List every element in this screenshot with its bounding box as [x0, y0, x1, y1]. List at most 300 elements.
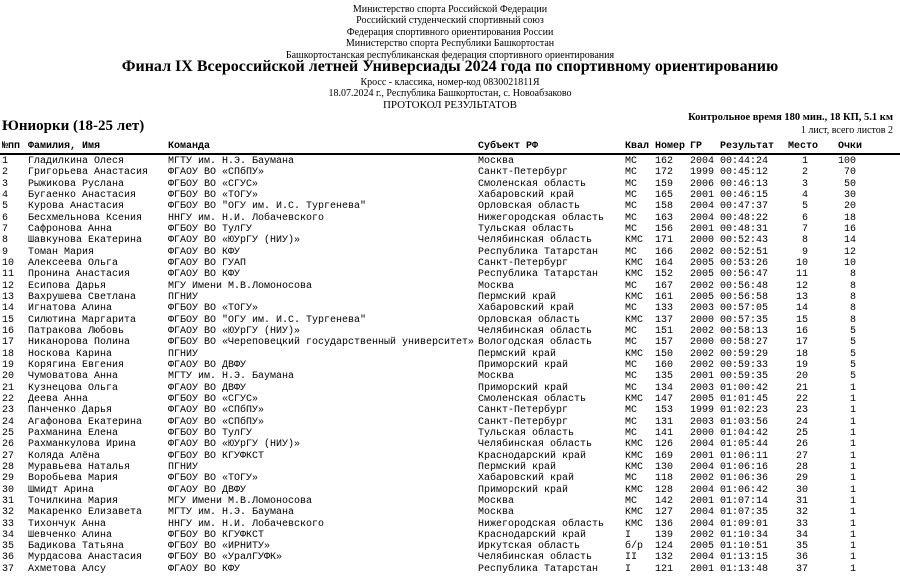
- team-name: ФГАОУ ВО КФУ: [168, 246, 241, 258]
- result-time: 00:57:35: [720, 314, 769, 326]
- table-row: [0, 235, 900, 246]
- birth-year: 2005: [690, 541, 715, 553]
- table-row: [0, 541, 900, 552]
- region-name: Орловская область: [478, 201, 581, 213]
- bib-number: 137: [655, 314, 674, 326]
- table-row: [0, 552, 900, 563]
- org-line: Министерство спорта Республики Башкортостан: [345, 38, 555, 50]
- birth-year: 2002: [690, 473, 715, 485]
- row-number: 9: [2, 246, 9, 258]
- athlete-name: Сафронова Анна: [28, 223, 113, 235]
- qualification: КМС: [625, 269, 644, 281]
- result-time: 00:59:29: [720, 348, 769, 360]
- place: 13: [795, 291, 808, 303]
- event-title: Финал IX Всероссийской летней Универсиады 2024 года по спортивному ориентированию: [121, 58, 779, 75]
- result-time: 01:01:45: [720, 393, 769, 405]
- bib-number: 130: [655, 461, 674, 473]
- qualification: МС: [625, 371, 638, 383]
- qualification: МС: [625, 223, 638, 235]
- team-name: ПГНИУ: [168, 461, 199, 473]
- row-number: 7: [2, 223, 9, 235]
- points: 5: [849, 325, 856, 337]
- row-number: 23: [2, 405, 15, 417]
- qualification: МС: [625, 405, 638, 417]
- birth-year: 2000: [690, 427, 715, 439]
- birth-year: 2002: [690, 325, 715, 337]
- qualification: МС: [625, 246, 638, 258]
- points: 50: [843, 178, 856, 190]
- athlete-name: Гладилкина Олеся: [28, 156, 125, 167]
- result-time: 00:52:43: [720, 235, 769, 247]
- place: 15: [795, 314, 808, 326]
- points: 1: [849, 484, 856, 496]
- team-name: ФГАОУ ВО КФУ: [168, 563, 241, 575]
- place: 28: [795, 461, 808, 473]
- birth-year: 2003: [690, 382, 715, 394]
- table-row: [0, 292, 900, 303]
- birth-year: 2002: [690, 280, 715, 292]
- athlete-name: Патракова Любовь: [28, 325, 125, 337]
- birth-year: 1999: [690, 167, 715, 179]
- bib-number: 118: [655, 473, 674, 485]
- points: 5: [849, 371, 856, 383]
- birth-year: 2005: [690, 269, 715, 281]
- table-row: [0, 451, 900, 462]
- athlete-name: Ахметова Алсу: [28, 563, 107, 575]
- place: 24: [795, 416, 808, 428]
- place: 14: [795, 303, 808, 315]
- table-row: [0, 405, 900, 416]
- bib-number: 165: [655, 189, 674, 201]
- team-name: ФГБОУ ВО ТулГУ: [168, 427, 253, 439]
- result-time: 01:13:48: [720, 563, 769, 575]
- birth-year: 2005: [690, 257, 715, 269]
- birth-year: 2004: [690, 484, 715, 496]
- team-name: МГТУ им. Н.Э. Баумана: [168, 156, 295, 167]
- birth-year: 2001: [690, 371, 715, 383]
- row-number: 36: [2, 552, 15, 564]
- athlete-name: Бадикова Татьяна: [28, 541, 125, 553]
- table-row: [0, 337, 900, 348]
- table-row: [0, 428, 900, 439]
- place: 16: [795, 325, 808, 337]
- birth-year: 2004: [690, 507, 715, 519]
- place: 31: [795, 495, 808, 507]
- athlete-name: Бесхмельнова Ксения: [28, 212, 143, 224]
- place: 23: [795, 405, 808, 417]
- event-discipline: Кросс - классика, номер-код 0830021811Я: [360, 77, 540, 88]
- result-time: 00:59:33: [720, 359, 769, 371]
- event-date-place: 18.07.2024 г., Республика Башкортостан, с. Новоабзаково: [328, 88, 572, 99]
- birth-year: 2000: [690, 337, 715, 349]
- bib-number: 166: [655, 246, 674, 258]
- table-row: [0, 326, 900, 337]
- points: 1: [849, 405, 856, 417]
- athlete-name: Макаренко Елизавета: [28, 507, 143, 519]
- row-number: 17: [2, 337, 15, 349]
- qualification: КМС: [625, 314, 644, 326]
- result-time: 00:58:13: [720, 325, 769, 337]
- qualification: II: [625, 552, 638, 564]
- col-team: Команда: [168, 141, 211, 152]
- athlete-name: Курова Анастасия: [28, 201, 125, 213]
- table-header-row: [0, 141, 900, 155]
- bib-number: 156: [655, 223, 674, 235]
- region-name: Орловская область: [478, 314, 581, 326]
- qualification: КМС: [625, 257, 644, 269]
- points: 8: [849, 314, 856, 326]
- qualification: КМС: [625, 461, 644, 473]
- col-region: Субъект РФ: [478, 141, 539, 152]
- result-time: 01:04:42: [720, 427, 769, 439]
- region-name: Хабаровский край: [478, 303, 575, 315]
- col-bib: Номер: [655, 141, 686, 152]
- athlete-name: Кузнецова Ольга: [28, 382, 119, 394]
- birth-year: 2004: [690, 212, 715, 224]
- bib-number: 169: [655, 450, 674, 462]
- qualification: МС: [625, 495, 638, 507]
- points: 1: [849, 529, 856, 541]
- bib-number: 160: [655, 359, 674, 371]
- region-name: Иркутская область: [478, 541, 581, 553]
- birth-year: 2004: [690, 156, 715, 167]
- table-row: [0, 247, 900, 258]
- points: 14: [843, 235, 856, 247]
- birth-year: 2005: [690, 291, 715, 303]
- birth-year: 2002: [690, 246, 715, 258]
- bib-number: 157: [655, 337, 674, 349]
- col-qual: Квал: [625, 141, 650, 152]
- table-row: [0, 167, 900, 178]
- athlete-name: Шевченко Алина: [28, 529, 113, 541]
- region-name: Хабаровский край: [478, 189, 575, 201]
- athlete-name: Вахрушева Светлана: [28, 291, 137, 303]
- birth-year: 2003: [690, 416, 715, 428]
- birth-year: 2002: [690, 529, 715, 541]
- place: 18: [795, 348, 808, 360]
- row-number: 21: [2, 382, 15, 394]
- birth-year: 2005: [690, 393, 715, 405]
- result-time: 00:59:35: [720, 371, 769, 383]
- points: 10: [843, 257, 856, 269]
- bib-number: 172: [655, 167, 674, 179]
- row-number: 34: [2, 529, 15, 541]
- points: 1: [849, 439, 856, 451]
- points: 1: [849, 552, 856, 564]
- region-name: Санкт-Петербург: [478, 167, 569, 179]
- birth-year: 2000: [690, 314, 715, 326]
- birth-year: 2000: [690, 235, 715, 247]
- region-name: Краснодарский край: [478, 450, 587, 462]
- result-time: 01:00:42: [720, 382, 769, 394]
- org-line: Министерство спорта Российской Федерации: [352, 4, 548, 15]
- region-name: Тульская область: [478, 223, 575, 235]
- points: 20: [843, 201, 856, 213]
- place: 20: [795, 371, 808, 383]
- row-number: 28: [2, 461, 15, 473]
- result-time: 00:56:48: [720, 280, 769, 292]
- birth-year: 2003: [690, 303, 715, 315]
- col-birth-year: ГР: [690, 141, 703, 152]
- place: 22: [795, 393, 808, 405]
- table-row: [0, 281, 900, 292]
- results-table-body: [0, 156, 900, 575]
- birth-year: 1999: [690, 405, 715, 417]
- result-time: 01:06:36: [720, 473, 769, 485]
- place: 9: [801, 246, 808, 258]
- table-row: [0, 258, 900, 269]
- points: 1: [849, 495, 856, 507]
- table-row: [0, 496, 900, 507]
- points: 12: [843, 246, 856, 258]
- row-number: 33: [2, 518, 15, 530]
- team-name: ФГБОУ ВО «ТОГУ»: [168, 189, 259, 201]
- table-row: [0, 156, 900, 167]
- athlete-name: Бугаенко Анастасия: [28, 189, 137, 201]
- bib-number: 128: [655, 484, 674, 496]
- row-number: 31: [2, 495, 15, 507]
- qualification: КМС: [625, 484, 644, 496]
- bib-number: 139: [655, 529, 674, 541]
- table-row: [0, 371, 900, 382]
- bib-number: 127: [655, 507, 674, 519]
- team-name: ФГАОУ ВО «СПбПУ»: [168, 405, 265, 417]
- team-name: ФГАОУ ВО КФУ: [168, 269, 241, 281]
- points: 8: [849, 269, 856, 281]
- points: 1: [849, 518, 856, 530]
- qualification: МС: [625, 189, 638, 201]
- result-time: 00:57:05: [720, 303, 769, 315]
- team-name: ФГБОУ ВО ТулГУ: [168, 223, 253, 235]
- team-name: ФГБОУ ВО КГУФКСТ: [168, 529, 265, 541]
- birth-year: 2001: [690, 495, 715, 507]
- bib-number: 131: [655, 416, 674, 428]
- row-number: 1: [2, 156, 9, 167]
- place: 30: [795, 484, 808, 496]
- qualification: МС: [625, 382, 638, 394]
- athlete-name: Шавкунова Екатерина: [28, 235, 143, 247]
- table-row: [0, 360, 900, 371]
- result-time: 00:44:24: [720, 156, 769, 167]
- row-number: 27: [2, 450, 15, 462]
- bib-number: 132: [655, 552, 674, 564]
- bib-number: 150: [655, 348, 674, 360]
- table-row: [0, 349, 900, 360]
- points: 1: [849, 473, 856, 485]
- bib-number: 153: [655, 405, 674, 417]
- result-time: 01:03:56: [720, 416, 769, 428]
- team-name: ФГАОУ ВО «ЮУрГУ (НИУ)»: [168, 235, 301, 247]
- place: 21: [795, 382, 808, 394]
- place: 33: [795, 518, 808, 530]
- row-number: 20: [2, 371, 15, 383]
- bib-number: 164: [655, 257, 674, 269]
- qualification: КМС: [625, 235, 644, 247]
- row-number: 3: [2, 178, 9, 190]
- team-name: ФГБОУ ВО "ОГУ им. И.С. Тургенева": [168, 201, 367, 213]
- bib-number: 162: [655, 156, 674, 167]
- result-time: 01:05:44: [720, 439, 769, 451]
- athlete-name: Томан Мария: [28, 246, 95, 258]
- region-name: Челябинская область: [478, 325, 593, 337]
- points: 1: [849, 427, 856, 439]
- bib-number: 136: [655, 518, 674, 530]
- result-time: 01:13:15: [720, 552, 769, 564]
- points: 100: [837, 156, 856, 167]
- bib-number: 158: [655, 201, 674, 213]
- bib-number: 141: [655, 427, 674, 439]
- team-name: ФГБОУ ВО «ИРНИТУ»: [168, 541, 271, 553]
- region-name: Приморский край: [478, 484, 569, 496]
- row-number: 15: [2, 314, 15, 326]
- team-name: ФГБОУ ВО «ТОГУ»: [168, 303, 259, 315]
- qualification: МС: [625, 201, 638, 213]
- region-name: Пермский край: [478, 291, 557, 303]
- athlete-name: Носкова Карина: [28, 348, 113, 360]
- athlete-name: Никанорова Полина: [28, 337, 131, 349]
- row-number: 12: [2, 280, 15, 292]
- row-number: 11: [2, 269, 15, 281]
- result-time: 00:46:15: [720, 189, 769, 201]
- qualification: МС: [625, 212, 638, 224]
- bib-number: 147: [655, 393, 674, 405]
- birth-year: 2004: [690, 552, 715, 564]
- row-number: 19: [2, 359, 15, 371]
- birth-year: 2002: [690, 348, 715, 360]
- sheet-info: 1 лист, всего листов 2: [800, 125, 893, 136]
- org-header: [0, 4, 900, 61]
- table-row: [0, 201, 900, 212]
- row-number: 26: [2, 439, 15, 451]
- row-number: 30: [2, 484, 15, 496]
- team-name: МГТУ им. Н.Э. Баумана: [168, 371, 295, 383]
- row-number: 5: [2, 201, 9, 213]
- results-table: [0, 141, 900, 575]
- points: 8: [849, 291, 856, 303]
- place: 4: [801, 189, 808, 201]
- bib-number: 152: [655, 269, 674, 281]
- qualification: МС: [625, 156, 638, 167]
- team-name: ФГБОУ ВО «ТОГУ»: [168, 473, 259, 485]
- athlete-name: Алексеева Ольга: [28, 257, 119, 269]
- result-time: 00:52:51: [720, 246, 769, 258]
- team-name: ФГАОУ ВО ДВФУ: [168, 359, 247, 371]
- team-name: ННГУ им. Н.И. Лобачевского: [168, 518, 325, 530]
- team-name: ФГАОУ ВО «СПбПУ»: [168, 167, 265, 179]
- row-number: 8: [2, 235, 9, 247]
- bib-number: 171: [655, 235, 674, 247]
- qualification: КМС: [625, 393, 644, 405]
- athlete-name: Тихончук Анна: [28, 518, 107, 530]
- athlete-name: Коляда Алёна: [28, 450, 101, 462]
- result-time: 01:10:34: [720, 529, 769, 541]
- place: 27: [795, 450, 808, 462]
- birth-year: 2004: [690, 439, 715, 451]
- points: 30: [843, 189, 856, 201]
- col-result: Результат: [720, 141, 775, 152]
- team-name: ФГБОУ ВО КГУФКСТ: [168, 450, 265, 462]
- points: 1: [849, 393, 856, 405]
- points: 18: [843, 212, 856, 224]
- athlete-name: Игнатова Алина: [28, 303, 113, 315]
- table-row: [0, 530, 900, 541]
- col-number: №пп: [2, 141, 21, 152]
- place: 34: [795, 529, 808, 541]
- table-row: [0, 417, 900, 428]
- bib-number: 126: [655, 439, 674, 451]
- athlete-name: Воробьева Мария: [28, 473, 119, 485]
- place: 10: [795, 257, 808, 269]
- result-time: 01:09:01: [720, 518, 769, 530]
- region-name: Тульская область: [478, 427, 575, 439]
- qualification: б/р: [625, 541, 644, 553]
- athlete-name: Силютина Маргарита: [28, 314, 137, 326]
- region-name: Республика Татарстан: [478, 269, 599, 281]
- qualification: I: [625, 563, 632, 575]
- category-title: Юниорки (18-25 лет): [2, 118, 145, 134]
- result-time: 01:07:14: [720, 495, 769, 507]
- result-time: 00:47:37: [720, 201, 769, 213]
- points: 8: [849, 280, 856, 292]
- team-name: ФГАОУ ВО «ЮУрГУ (НИУ)»: [168, 325, 301, 337]
- table-row: [0, 473, 900, 484]
- bib-number: 151: [655, 325, 674, 337]
- region-name: Москва: [478, 156, 515, 167]
- bib-number: 121: [655, 563, 674, 575]
- row-number: 4: [2, 189, 9, 201]
- result-time: 01:06:11: [720, 450, 769, 462]
- qualification: КМС: [625, 507, 644, 519]
- table-row: [0, 485, 900, 496]
- qualification: КМС: [625, 439, 644, 451]
- result-time: 00:58:27: [720, 337, 769, 349]
- qualification: КМС: [625, 450, 644, 462]
- team-name: ФГАОУ ВО «ЮУрГУ (НИУ)»: [168, 439, 301, 451]
- region-name: Санкт-Петербург: [478, 416, 569, 428]
- team-name: ФГАОУ ВО ДВФУ: [168, 382, 247, 394]
- birth-year: 2004: [690, 518, 715, 530]
- team-name: ФГБОУ ВО "ОГУ им. И.С. Тургенева": [168, 314, 367, 326]
- bib-number: 135: [655, 371, 674, 383]
- place: 1: [801, 156, 808, 167]
- col-place: Место: [788, 141, 819, 152]
- region-name: Смоленская область: [478, 393, 587, 405]
- table-row: [0, 564, 900, 575]
- region-name: Санкт-Петербург: [478, 405, 569, 417]
- region-name: Москва: [478, 371, 515, 383]
- result-time: 01:02:23: [720, 405, 769, 417]
- place: 32: [795, 507, 808, 519]
- row-number: 22: [2, 393, 15, 405]
- athlete-name: Панченко Дарья: [28, 405, 113, 417]
- athlete-name: Чумоватова Анна: [28, 371, 119, 383]
- team-name: МГУ Имени М.В.Ломоносова: [168, 280, 313, 292]
- birth-year: 2001: [690, 223, 715, 235]
- points: 70: [843, 167, 856, 179]
- row-number: 6: [2, 212, 9, 224]
- row-number: 18: [2, 348, 15, 360]
- bib-number: 163: [655, 212, 674, 224]
- region-name: Санкт-Петербург: [478, 257, 569, 269]
- place: 29: [795, 473, 808, 485]
- points: 5: [849, 337, 856, 349]
- place: 12: [795, 280, 808, 292]
- table-row: [0, 507, 900, 518]
- qualification: КМС: [625, 518, 644, 530]
- result-time: 00:48:22: [720, 212, 769, 224]
- place: 35: [795, 541, 808, 553]
- region-name: Республика Татарстан: [478, 563, 599, 575]
